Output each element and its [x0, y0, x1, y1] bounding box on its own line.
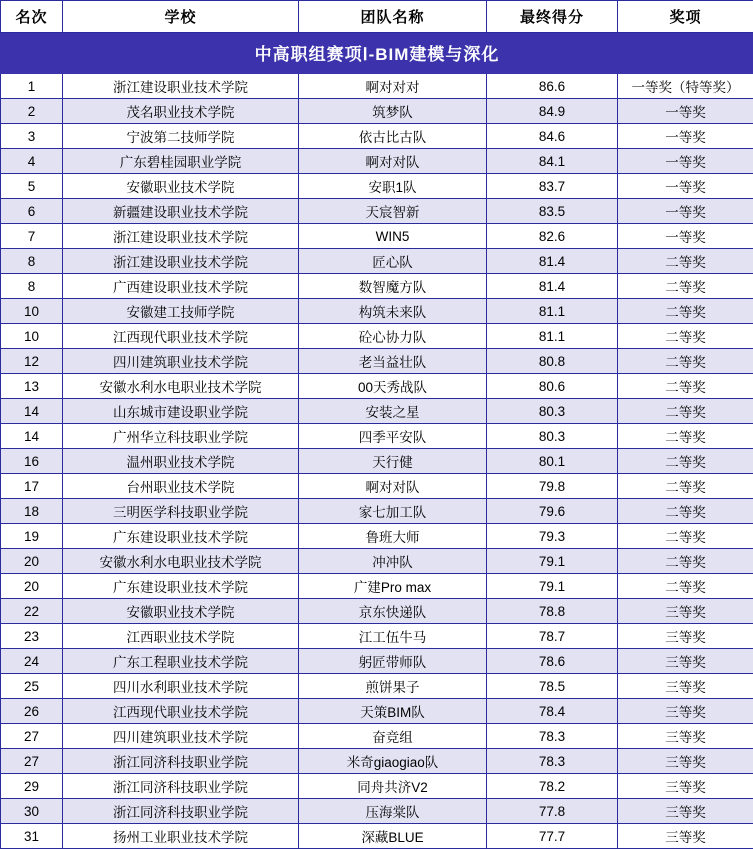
school-cell: 安徽职业技术学院 [63, 599, 299, 624]
table-row [1, 324, 753, 349]
team-cell: 构筑未来队 [299, 299, 487, 324]
rank-cell: 13 [1, 374, 63, 399]
team-cell: 啊对对队 [299, 149, 487, 174]
school-cell: 四川水利职业技术学院 [63, 674, 299, 699]
school-cell: 四川建筑职业技术学院 [63, 724, 299, 749]
score-cell: 77.7 [487, 824, 618, 849]
rank-cell: 20 [1, 574, 63, 599]
table-row [1, 199, 753, 224]
score-cell: 78.2 [487, 774, 618, 799]
score-cell: 78.3 [487, 724, 618, 749]
rank-cell: 1 [1, 74, 63, 99]
school-cell: 浙江建设职业技术学院 [63, 74, 299, 99]
school-cell: 广东建设职业技术学院 [63, 524, 299, 549]
column-header-team: 团队名称 [299, 1, 487, 33]
award-cell: 二等奖 [618, 574, 753, 599]
score-cell: 80.3 [487, 424, 618, 449]
team-cell: 啊对对队 [299, 474, 487, 499]
award-cell: 二等奖 [618, 399, 753, 424]
team-cell: 京东快递队 [299, 599, 487, 624]
school-cell: 扬州工业职业技术学院 [63, 824, 299, 849]
team-cell: 依古比古队 [299, 124, 487, 149]
school-cell: 安徽职业技术学院 [63, 174, 299, 199]
page-title: 中高职组赛项Ⅰ-BIM建模与深化 [1, 33, 753, 74]
team-cell: 数智魔方队 [299, 274, 487, 299]
score-cell: 79.3 [487, 524, 618, 549]
school-cell: 四川建筑职业技术学院 [63, 349, 299, 374]
score-cell: 77.8 [487, 799, 618, 824]
team-cell: 鲁班大师 [299, 524, 487, 549]
team-cell: 广建Pro max [299, 574, 487, 599]
table-row [1, 299, 753, 324]
table-row [1, 474, 753, 499]
school-cell: 广东碧桂园职业学院 [63, 149, 299, 174]
score-cell: 84.6 [487, 124, 618, 149]
team-cell: 匠心队 [299, 249, 487, 274]
team-cell: 压海棠队 [299, 799, 487, 824]
rank-cell: 22 [1, 599, 63, 624]
table-row [1, 749, 753, 774]
team-cell: 筑梦队 [299, 99, 487, 124]
score-cell: 78.3 [487, 749, 618, 774]
award-cell: 一等奖 [618, 149, 753, 174]
team-cell: 00天秀战队 [299, 374, 487, 399]
team-cell: 奋竞组 [299, 724, 487, 749]
column-header-rank: 名次 [1, 1, 63, 33]
award-cell: 三等奖 [618, 799, 753, 824]
rank-cell: 14 [1, 399, 63, 424]
team-cell: WIN5 [299, 224, 487, 249]
school-cell: 新疆建设职业技术学院 [63, 199, 299, 224]
column-header-award: 奖项 [618, 1, 753, 33]
award-cell: 二等奖 [618, 424, 753, 449]
table-header [1, 1, 753, 33]
score-cell: 81.1 [487, 299, 618, 324]
header-row [1, 1, 753, 33]
rank-cell: 27 [1, 749, 63, 774]
team-cell: 老当益壮队 [299, 349, 487, 374]
score-cell: 78.8 [487, 599, 618, 624]
school-cell: 广东工程职业技术学院 [63, 649, 299, 674]
school-cell: 广东建设职业技术学院 [63, 574, 299, 599]
school-cell: 浙江建设职业技术学院 [63, 249, 299, 274]
table-row [1, 274, 753, 299]
table-row [1, 374, 753, 399]
team-cell: 安职1队 [299, 174, 487, 199]
table-row [1, 149, 753, 174]
school-cell: 江西职业技术学院 [63, 624, 299, 649]
table-row [1, 99, 753, 124]
score-cell: 80.6 [487, 374, 618, 399]
table-row [1, 674, 753, 699]
award-cell: 二等奖 [618, 374, 753, 399]
table-row [1, 124, 753, 149]
score-cell: 79.6 [487, 499, 618, 524]
award-cell: 二等奖 [618, 499, 753, 524]
score-cell: 81.4 [487, 274, 618, 299]
table-row [1, 399, 753, 424]
team-cell: 砼心协力队 [299, 324, 487, 349]
rank-cell: 5 [1, 174, 63, 199]
school-cell: 宁波第二技师学院 [63, 124, 299, 149]
table-row [1, 574, 753, 599]
rank-cell: 10 [1, 324, 63, 349]
table-row [1, 524, 753, 549]
rank-cell: 31 [1, 824, 63, 849]
score-cell: 78.4 [487, 699, 618, 724]
school-cell: 安徽水利水电职业技术学院 [63, 549, 299, 574]
table-row [1, 624, 753, 649]
award-cell: 三等奖 [618, 774, 753, 799]
score-cell: 81.1 [487, 324, 618, 349]
table-row [1, 349, 753, 374]
score-cell: 81.4 [487, 249, 618, 274]
score-cell: 84.1 [487, 149, 618, 174]
table-row [1, 774, 753, 799]
column-header-school: 学校 [63, 1, 299, 33]
school-cell: 浙江同济科技职业学院 [63, 749, 299, 774]
team-cell: 煎饼果子 [299, 674, 487, 699]
rank-cell: 17 [1, 474, 63, 499]
award-cell: 二等奖 [618, 349, 753, 374]
award-cell: 三等奖 [618, 599, 753, 624]
score-cell: 83.7 [487, 174, 618, 199]
rank-cell: 27 [1, 724, 63, 749]
rank-cell: 10 [1, 299, 63, 324]
award-cell: 一等奖 [618, 124, 753, 149]
award-cell: 三等奖 [618, 649, 753, 674]
column-header-score: 最终得分 [487, 1, 618, 33]
table-row [1, 224, 753, 249]
table-row [1, 824, 753, 849]
score-cell: 80.1 [487, 449, 618, 474]
school-cell: 茂名职业技术学院 [63, 99, 299, 124]
award-cell: 三等奖 [618, 749, 753, 774]
award-cell: 三等奖 [618, 724, 753, 749]
team-cell: 天行健 [299, 449, 487, 474]
table-row [1, 424, 753, 449]
rank-cell: 30 [1, 799, 63, 824]
school-cell: 浙江建设职业技术学院 [63, 224, 299, 249]
team-cell: 安装之星 [299, 399, 487, 424]
table-row [1, 724, 753, 749]
school-cell: 广西建设职业技术学院 [63, 274, 299, 299]
school-cell: 安徽建工技师学院 [63, 299, 299, 324]
school-cell: 江西现代职业技术学院 [63, 324, 299, 349]
school-cell: 温州职业技术学院 [63, 449, 299, 474]
table-row [1, 499, 753, 524]
team-cell: 米奇giaogiao队 [299, 749, 487, 774]
rank-cell: 16 [1, 449, 63, 474]
rank-cell: 6 [1, 199, 63, 224]
team-cell: 冲冲队 [299, 549, 487, 574]
score-cell: 78.5 [487, 674, 618, 699]
award-cell: 二等奖 [618, 249, 753, 274]
rank-cell: 23 [1, 624, 63, 649]
table-row [1, 699, 753, 724]
table-row [1, 249, 753, 274]
rank-cell: 4 [1, 149, 63, 174]
rank-cell: 8 [1, 249, 63, 274]
table-row [1, 649, 753, 674]
table-row [1, 799, 753, 824]
school-cell: 山东城市建设职业学院 [63, 399, 299, 424]
table-row [1, 74, 753, 99]
award-cell: 三等奖 [618, 824, 753, 849]
score-cell: 84.9 [487, 99, 618, 124]
rank-cell: 18 [1, 499, 63, 524]
table-row [1, 174, 753, 199]
rank-cell: 2 [1, 99, 63, 124]
award-cell: 一等奖（特等奖） [618, 74, 753, 99]
award-cell: 二等奖 [618, 299, 753, 324]
school-cell: 台州职业技术学院 [63, 474, 299, 499]
rank-cell: 8 [1, 274, 63, 299]
school-cell: 浙江同济科技职业学院 [63, 774, 299, 799]
award-cell: 一等奖 [618, 99, 753, 124]
rank-cell: 14 [1, 424, 63, 449]
score-cell: 78.6 [487, 649, 618, 674]
score-cell: 80.3 [487, 399, 618, 424]
score-cell: 86.6 [487, 74, 618, 99]
school-cell: 三明医学科技职业学院 [63, 499, 299, 524]
award-cell: 二等奖 [618, 324, 753, 349]
rank-cell: 20 [1, 549, 63, 574]
table-row [1, 549, 753, 574]
team-cell: 同舟共济V2 [299, 774, 487, 799]
table-row [1, 599, 753, 624]
award-cell: 一等奖 [618, 199, 753, 224]
score-cell: 79.1 [487, 549, 618, 574]
team-cell: 深藏BLUE [299, 824, 487, 849]
team-cell: 啊对对对 [299, 74, 487, 99]
rank-cell: 3 [1, 124, 63, 149]
school-cell: 安徽水利水电职业技术学院 [63, 374, 299, 399]
rank-cell: 26 [1, 699, 63, 724]
rank-cell: 29 [1, 774, 63, 799]
score-cell: 83.5 [487, 199, 618, 224]
award-cell: 二等奖 [618, 274, 753, 299]
team-cell: 躬匠带师队 [299, 649, 487, 674]
score-cell: 79.8 [487, 474, 618, 499]
team-cell: 江工伍牛马 [299, 624, 487, 649]
team-cell: 家七加工队 [299, 499, 487, 524]
school-cell: 江西现代职业技术学院 [63, 699, 299, 724]
table-title-row [1, 33, 753, 74]
rank-cell: 7 [1, 224, 63, 249]
rank-cell: 25 [1, 674, 63, 699]
team-cell: 四季平安队 [299, 424, 487, 449]
score-cell: 82.6 [487, 224, 618, 249]
award-cell: 二等奖 [618, 524, 753, 549]
rank-cell: 19 [1, 524, 63, 549]
rank-cell: 24 [1, 649, 63, 674]
score-cell: 78.7 [487, 624, 618, 649]
score-cell: 80.8 [487, 349, 618, 374]
award-cell: 三等奖 [618, 699, 753, 724]
rank-cell: 12 [1, 349, 63, 374]
award-cell: 一等奖 [618, 174, 753, 199]
score-cell: 79.1 [487, 574, 618, 599]
award-cell: 二等奖 [618, 474, 753, 499]
school-cell: 浙江同济科技职业学院 [63, 799, 299, 824]
school-cell: 广州华立科技职业学院 [63, 424, 299, 449]
team-cell: 天策BIM队 [299, 699, 487, 724]
team-cell: 天宸智新 [299, 199, 487, 224]
award-cell: 二等奖 [618, 449, 753, 474]
award-cell: 一等奖 [618, 224, 753, 249]
table-row [1, 449, 753, 474]
table-body [1, 74, 753, 849]
award-cell: 三等奖 [618, 624, 753, 649]
award-cell: 二等奖 [618, 549, 753, 574]
award-cell: 三等奖 [618, 674, 753, 699]
